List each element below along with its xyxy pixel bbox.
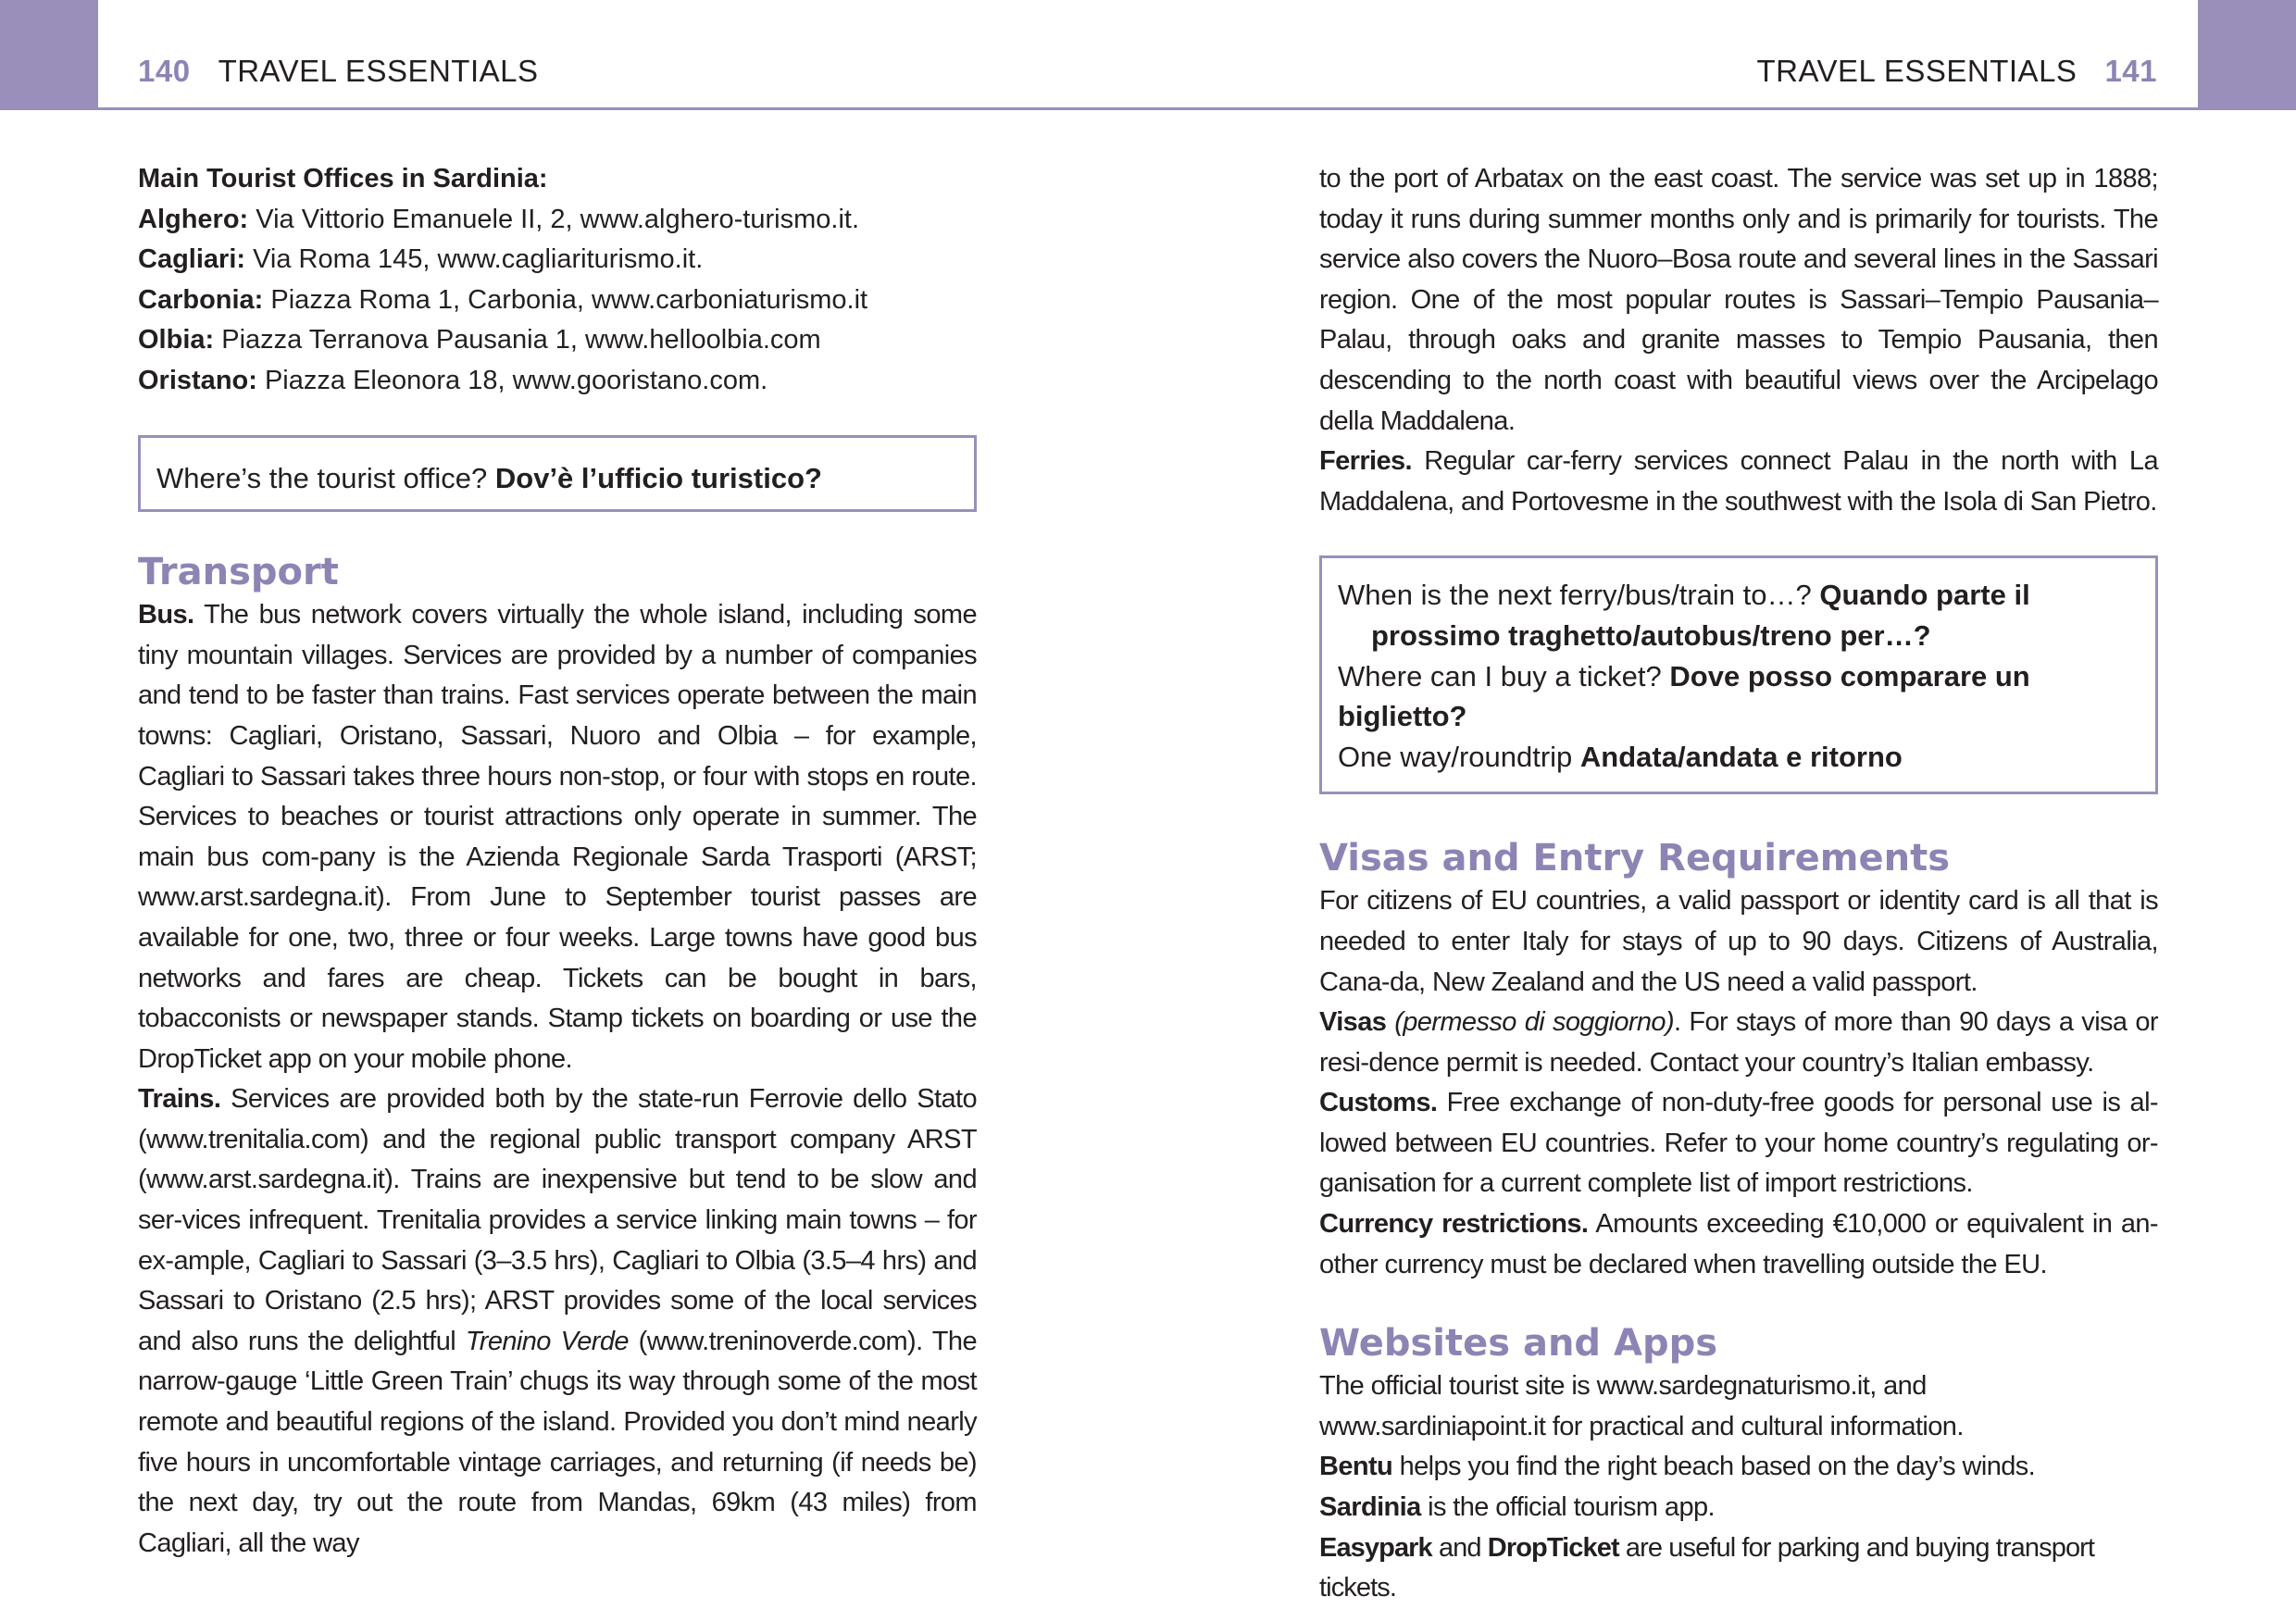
- tourist-offices-section: [138, 159, 977, 402]
- visas-intro-paragraph: For citizens of EU countries, a valid passport or identity card is all that is needed to enter Italy for stays of up to 90 days. Citizens of Australia, Cana-da, New Zealand and the US need a valid passport.: [1319, 886, 2158, 997]
- office-item: Oristano: Piazza Eleonora 18, www.gooristano.com.: [138, 365, 768, 395]
- customs-paragraph: Customs. Free exchange of non-duty-free goods for personal use is al-lowed between EU countries. Refer to your home country’s regulating or-ganisation for a current complete list of import restrictions.: [1319, 1088, 2158, 1199]
- transport-phrase-box: [1319, 555, 2158, 794]
- ferries-paragraph: Ferries. Regular car-ferry services connect Palau in the north with La Maddalena, and Portovesme in the southwest with the Isola di San Pietro.: [1319, 446, 2158, 517]
- office-item: Carbonia: Piazza Roma 1, Carbonia, www.carboniaturismo.it: [138, 284, 868, 315]
- left-column: [138, 159, 977, 1564]
- running-head-right: [1756, 54, 2157, 89]
- tourist-offices-heading: Main Tourist Offices in Sardinia:: [138, 164, 548, 193]
- visas-paragraph: Visas (permesso di soggiorno). For stays of more than 90 days a visa or resi-dence permit is needed. Contact your country’s Italian embassy.: [1319, 1007, 2158, 1078]
- phrase-line: When is the next ferry/bus/train to…? Quando parte il: [1338, 579, 2030, 612]
- running-title-right: TRAVEL ESSENTIALS: [1756, 54, 2078, 88]
- currency-paragraph: Currency restrictions. Amounts exceeding €10,000 or equivalent in an-other currency must be declared when travelling outside the EU.: [1319, 1209, 2158, 1279]
- header-accent-right: [2198, 0, 2296, 110]
- phrase-line: One way/roundtrip Andata/andata e ritorno: [1338, 740, 1903, 773]
- office-item: Alghero: Via Vittorio Emanuele II, 2, www.alghero-turismo.it.: [138, 204, 859, 234]
- bus-paragraph: Bus. The bus network covers virtually the whole island, including some tiny mountain villages. Services are provided by a number of companies and tend to be faster than trains. Fast services operate between the main towns: Cagliari, Oristano, Sassari, Nuoro and Olbia – for example, Cagliari to Sassari takes three hours non-stop, or four with stops en route. Services to beaches or tourist attractions only operate in summer. The main bus com-pany is the Azienda Regionale Sarda Trasporti (ARST; www.arst.sardegna.it). From June to September tourist passes are available for one, two, three or four weeks. Large towns have good bus networks and fares are cheap. Tickets can be bought in bars, tobacconists or newspaper stands. Stamp tickets on boarding or use the DropTicket app on your mobile phone.: [138, 600, 977, 1074]
- trains-paragraph: Trains. Services are provided both by the state-run Ferrovie dello Stato (www.trenitalia.com) and the regional public transport company ARST (www.arst.sardegna.it). Trains are inexpensive but tend to be slow and ser-vices infrequent. Trenitalia provides a service linking main towns – for ex-ample, Cagliari to Sassari (3–3.5 hrs), Cagliari to Olbia (3.5–4 hrs) and Sassari to Oristano (2.5 hrs); ARST provides some of the local services and also runs the delightful Trenino Verde (www.treninoverde.com). The narrow-gauge ‘Little Green Train’ chugs its way through some of the most remote and beautiful regions of the island. Provided you don’t mind nearly five hours in uncomfortable vintage carriages, and returning (if needs be) the next day, try out the route from Mandas, 69km (43 miles) from Cagliari, all the way: [138, 1084, 977, 1558]
- tourist-office-phrase-box: [138, 435, 977, 513]
- page-number-left: 140: [138, 54, 191, 88]
- header-accent-left: [0, 0, 98, 110]
- sardinia-app-paragraph: Sardinia is the official tourism app.: [1319, 1492, 1715, 1523]
- header-rule: [98, 107, 2198, 110]
- page-number-right: 141: [2104, 54, 2157, 88]
- visas-heading: Visas and Entry Requirements: [1319, 837, 1950, 880]
- parking-apps-paragraph: Easypark and DropTicket are useful for parking and buying transport tickets.: [1319, 1532, 2095, 1603]
- phrase-line: prossimo traghetto/autobus/treno per…?: [1371, 618, 1931, 652]
- bentu-paragraph: Bentu helps you find the right beach based on the day’s winds.: [1319, 1452, 2036, 1482]
- running-title-left: TRAVEL ESSENTIALS: [218, 54, 539, 88]
- office-item: Cagliari: Via Roma 145, www.cagliariturismo.it.: [138, 244, 704, 275]
- running-head-left: [138, 54, 539, 89]
- websites-intro-paragraph: The official tourist site is www.sardegnaturismo.it, and www.sardiniapoint.it for practical and cultural information.: [1319, 1371, 1964, 1441]
- transport-heading: Transport: [138, 551, 339, 594]
- websites-heading: Websites and Apps: [1319, 1322, 1718, 1366]
- phrase-line: Where’s the tourist office? Dov’è l’ufficio turistico?: [156, 461, 822, 494]
- office-item: Olbia: Piazza Terranova Pausania 1, www.helloolbia.com: [138, 325, 821, 355]
- phrase-line: Where can I buy a ticket? Dove posso comparare un biglietto?: [1338, 659, 2030, 733]
- trains-continued-paragraph: to the port of Arbatax on the east coast. The service was set up in 1888; today it runs during summer months only and is primarily for tourists. The service also covers the Nuoro–Bosa route and several lines in the Sassari region. One of the most popular routes is Sassari–Tempio Pausania–Palau, through oaks and granite masses to Tempio Pausania, then descending to the north coast with beautiful views over the Arcipelago della Maddalena.: [1319, 164, 2158, 436]
- right-column: [1319, 159, 2158, 1609]
